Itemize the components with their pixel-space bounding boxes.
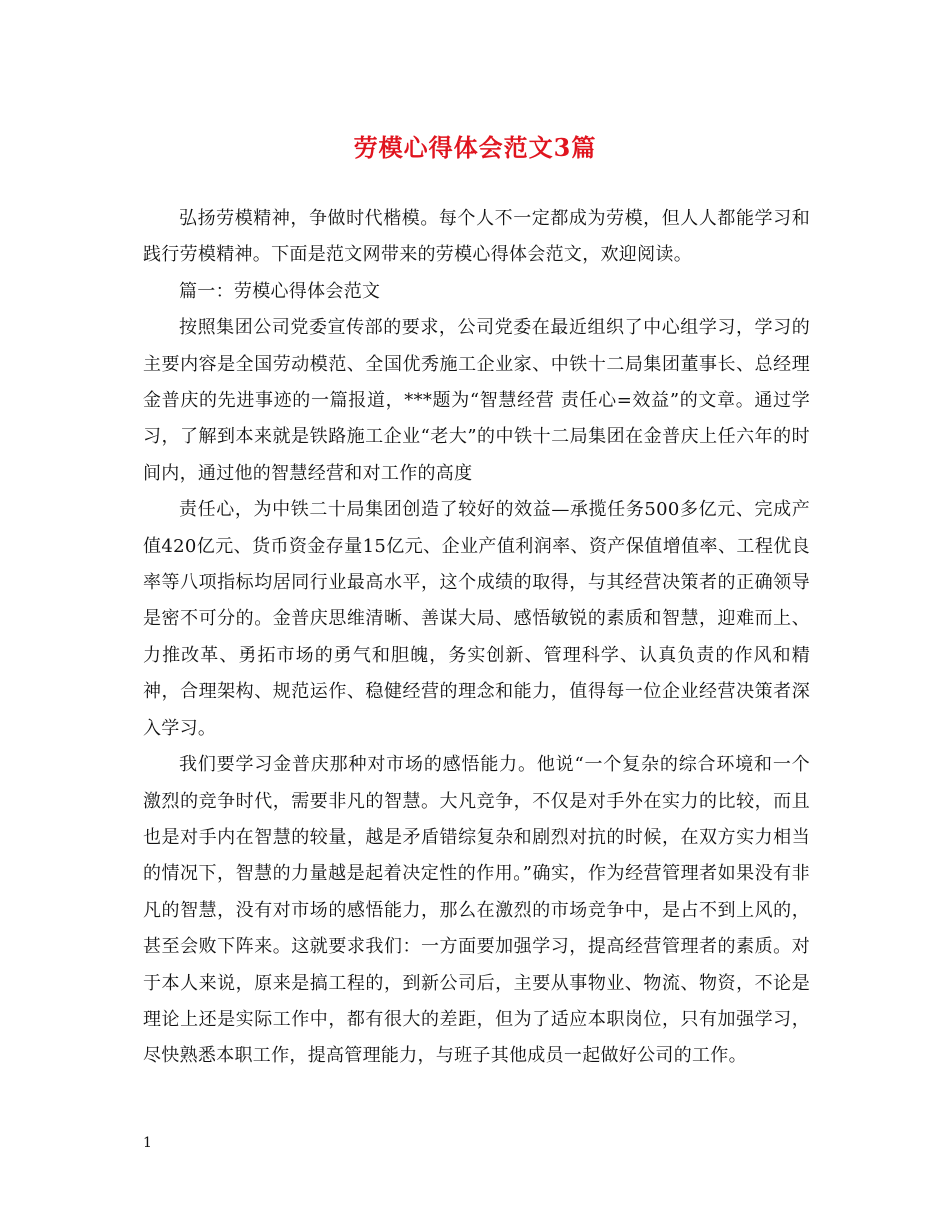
intro-paragraph: 弘扬劳模精神，争做时代楷模。每个人不一定都成为劳模，但人人都能学习和践行劳模精神。下面是范文网带来的劳模心得体会范文，欢迎阅读。 bbox=[143, 208, 810, 266]
document-body bbox=[143, 201, 810, 1075]
document-title: 劳模心得体会范文3篇 bbox=[353, 133, 597, 162]
page-number: 1 bbox=[143, 1135, 152, 1151]
body-paragraph-2: 责任心，为中铁二十局集团创造了较好的效益—承揽任务500多亿元、完成产值420亿元、货币资金存量15亿元、企业产值利润率、资产保值增值率、工程优良率等八项指标均居同行业最高水平，这个成绩的取得，与其经营决策者的正确领导是密不可分的。金普庆思维清晰、善谋大局、感悟敏锐的素质和智慧，迎难而上、力推改革、勇拓市场的勇气和胆魄，务实创新、管理科学、认真负责的作风和精神，合理架构、规范运作、稳健经营的理念和能力，值得每一位企业经营决策者深入学习。 bbox=[143, 499, 810, 739]
body-paragraph-3: 我们要学习金普庆那种对市场的感悟能力。他说“一个复杂的综合环境和一个激烈的竞争时代，需要非凡的智慧。大凡竞争，不仅是对手外在实力的比较，而且也是对手内在智慧的较量，越是矛盾错综复杂和剧烈对抗的时候，在双方实力相当的情况下，智慧的力量越是起着决定性的作用。”确实，作为经营管理者如果没有非凡的智慧，没有对市场的感悟能力，那么在激烈的市场竞争中，是占不到上风的，甚至会败下阵来。这就要求我们：一方面要加强学习，提高经营管理者的素质。对于本人来说，原来是搞工程的，到新公司后，主要从事物业、物流、物资，不论是理论上还是实际工作中，都有很大的差距，但为了适应本职岗位，只有加强学习，尽快熟悉本职工作，提高管理能力，与班子其他成员一起做好公司的工作。 bbox=[143, 754, 810, 1067]
body-paragraph-1: 按照集团公司党委宣传部的要求，公司党委在最近组织了中心组学习，学习的主要内容是全国劳动模范、全国优秀施工企业家、中铁十二局集团董事长、总经理金普庆的先进事迹的一篇报道，***题为“智慧经营 责任心=效益”的文章。通过学习，了解到本来就是铁路施工企业“老大”的中铁十二局集团在金普庆上任六年的时间内，通过他的智慧经营和对工作的高度 bbox=[143, 317, 810, 484]
section-heading: 篇一：劳模心得体会范文 bbox=[179, 280, 381, 302]
